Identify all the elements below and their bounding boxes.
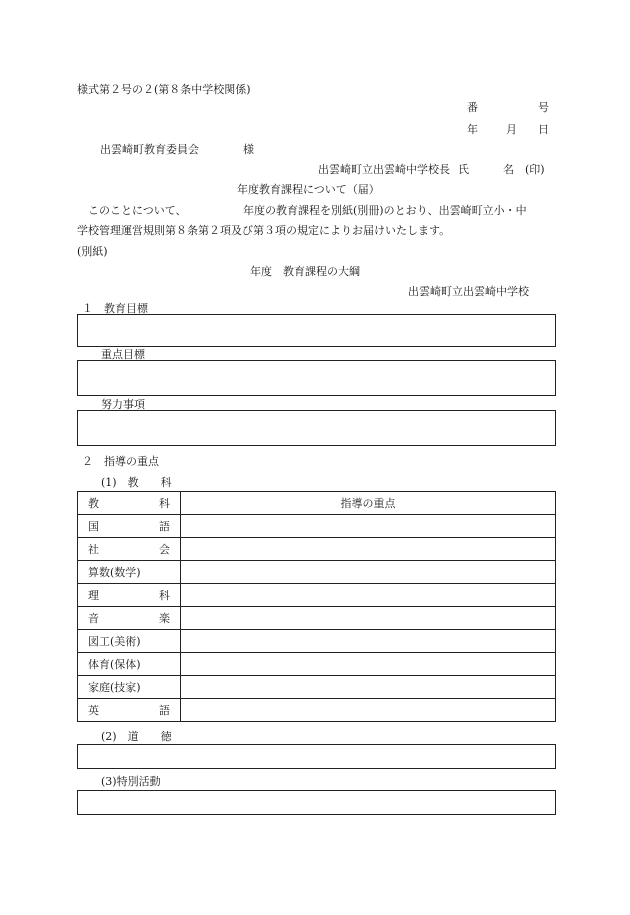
subject-name-char: 国 (88, 520, 99, 533)
subjects-table-header-row (78, 492, 556, 515)
subjects-table (77, 491, 556, 722)
subject-row (78, 653, 556, 676)
date-month: 月 (506, 123, 517, 136)
subject-focus-cell[interactable] (181, 676, 556, 699)
body-text-line1-a: このことについて、 (88, 204, 187, 217)
special-activities-box[interactable] (77, 790, 556, 815)
subject-name-cell (78, 676, 181, 699)
subject-focus-cell[interactable] (181, 630, 556, 653)
subject-name-char: 英 (88, 704, 99, 717)
subject-name-cell (78, 699, 181, 722)
attachment-label: (別紙) (77, 245, 108, 258)
moral-subheading: (2) 道 徳 (101, 730, 172, 743)
subject-row (78, 699, 556, 722)
moral-education-box[interactable] (77, 744, 556, 769)
number-ban: 番 (467, 101, 478, 114)
subject-row (78, 584, 556, 607)
effort-items-label: 努力事項 (101, 398, 145, 411)
subject-focus-cell[interactable] (181, 584, 556, 607)
subject-name-text: 図工(美術) (88, 635, 141, 648)
special-activities-subheading: (3)特別活動 (101, 775, 161, 788)
subject-name-char: 音 (88, 612, 99, 625)
subject-row (78, 630, 556, 653)
subject-row (78, 561, 556, 584)
subject-name-char: 理 (88, 589, 99, 602)
subject-name-cell (78, 538, 181, 561)
subject-name-cell (78, 515, 181, 538)
effort-items-box[interactable] (77, 410, 556, 446)
subject-name-cell (78, 584, 181, 607)
subject-name-cell (78, 630, 181, 653)
subjects-subheading: (1) 教 科 (101, 476, 172, 489)
subject-name-text: 家庭(技家) (88, 681, 141, 694)
outline-title: 年度 教育課程の大綱 (250, 265, 360, 278)
number-go: 号 (538, 101, 549, 114)
subject-focus-cell[interactable] (181, 607, 556, 630)
addressee-name: 出雲崎町教育委員会 (100, 143, 199, 156)
date-day: 日 (538, 123, 549, 136)
education-goal-box[interactable] (77, 314, 556, 347)
date-year: 年 (467, 123, 478, 136)
sender-shi: 氏 (458, 163, 469, 176)
body-text-line2: 学校管理運営規則第８条第２項及び第３項の規定によりお届けいたします。 (77, 224, 451, 237)
subject-name-text: 算数(数学) (88, 566, 141, 579)
subject-header-char: 教 (88, 497, 99, 510)
section1-heading: １ 教育目標 (82, 302, 148, 315)
subject-name-cell (78, 607, 181, 630)
subject-name-char: 楽 (159, 612, 170, 625)
subject-focus-cell[interactable] (181, 538, 556, 561)
subject-name-cell (78, 561, 181, 584)
subject-row (78, 515, 556, 538)
subject-row (78, 676, 556, 699)
sender-seal: (印) (525, 163, 545, 176)
subject-row (78, 607, 556, 630)
form-id: 様式第２号の２(第８条中学校関係) (77, 83, 251, 96)
focus-header-cell: 指導の重点 (181, 492, 556, 515)
body-text-line1-b: 年度の教育課程を別紙(別冊)のとおり、出雲崎町立小・中 (243, 204, 527, 217)
subject-focus-cell[interactable] (181, 515, 556, 538)
addressee-sama: 様 (243, 143, 254, 156)
subject-row (78, 538, 556, 561)
subject-name-char: 語 (159, 704, 170, 717)
school-name: 出雲崎町立出雲崎中学校 (408, 285, 529, 298)
subject-name-text: 体育(保体) (88, 658, 141, 671)
sender-mei: 名 (503, 163, 514, 176)
section2-heading: ２ 指導の重点 (82, 455, 159, 468)
subject-header-cell (78, 492, 181, 515)
subject-focus-cell[interactable] (181, 653, 556, 676)
subject-focus-cell[interactable] (181, 699, 556, 722)
subject-header-char: 科 (159, 497, 170, 510)
subject-name-char: 会 (159, 543, 170, 556)
subject-focus-cell[interactable] (181, 561, 556, 584)
document-title: 年度教育課程について（届） (237, 183, 380, 196)
priority-goal-label: 重点目標 (101, 348, 145, 361)
subject-name-char: 社 (88, 543, 99, 556)
subject-name-cell (78, 653, 181, 676)
subject-name-char: 語 (159, 520, 170, 533)
sender-title: 出雲崎町立出雲崎中学校長 (318, 163, 450, 176)
subject-name-char: 科 (159, 589, 170, 602)
priority-goal-box[interactable] (77, 360, 556, 396)
